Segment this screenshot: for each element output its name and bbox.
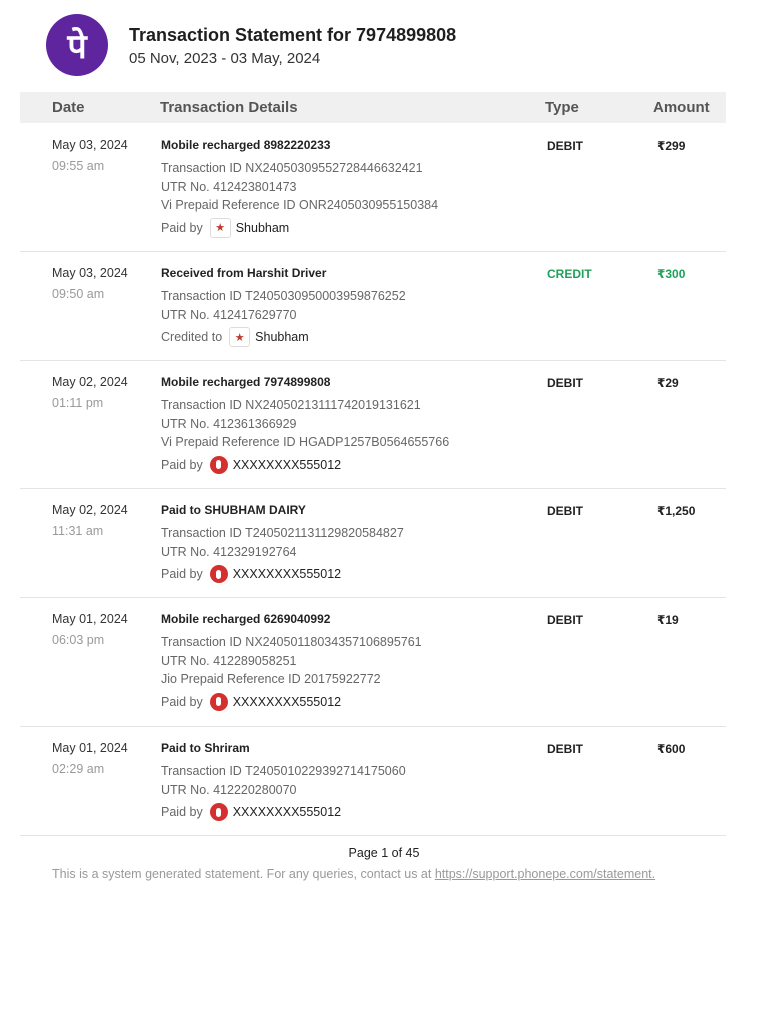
transaction-detail-line: Transaction ID T2405030950003959876252 xyxy=(161,289,406,303)
transaction-title: Mobile recharged 8982220233 xyxy=(161,138,331,152)
transaction-time: 11:31 am xyxy=(52,524,104,538)
transaction-detail-line: Transaction ID NX24050118034357106895761 xyxy=(161,635,422,649)
transaction-party xyxy=(161,802,531,822)
bank-icon xyxy=(210,803,228,821)
bank-icon xyxy=(210,565,228,583)
party-label: Paid by xyxy=(161,567,203,581)
transaction-title: Received from Harshit Driver xyxy=(161,266,327,280)
transaction-amount: ₹299 xyxy=(657,139,686,153)
transaction-date: May 01, 2024 xyxy=(52,741,128,755)
bank-icon xyxy=(210,456,228,474)
column-header-details: Transaction Details xyxy=(160,99,298,116)
transaction-type: DEBIT xyxy=(547,504,583,518)
column-header-type: Type xyxy=(545,99,579,116)
transaction-detail-line: Transaction ID T2405010229392714175060 xyxy=(161,764,406,778)
transaction-amount: ₹1,250 xyxy=(657,504,696,518)
phonepe-logo-icon xyxy=(46,14,108,76)
transaction-details xyxy=(161,266,531,347)
transaction-time: 09:50 am xyxy=(52,287,105,301)
transaction-time: 09:55 am xyxy=(52,159,105,173)
transaction-amount: ₹29 xyxy=(657,376,679,390)
transaction-date: May 03, 2024 xyxy=(52,138,128,152)
party-name: Shubham xyxy=(255,330,309,344)
bank-icon xyxy=(210,693,228,711)
transaction-row xyxy=(20,360,726,489)
transaction-title: Paid to SHUBHAM DAIRY xyxy=(161,503,306,517)
transaction-detail-line: Transaction ID T2405021131129820584827 xyxy=(161,526,404,540)
support-link[interactable]: https://support.phonepe.com/statement. xyxy=(434,867,656,881)
transaction-details xyxy=(161,138,531,238)
transaction-details xyxy=(161,503,531,584)
transaction-details xyxy=(161,612,531,712)
transaction-detail-line: UTR No. 412361366929 xyxy=(161,416,297,431)
transaction-party xyxy=(161,327,531,347)
transaction-detail-line: Jio Prepaid Reference ID 20175922772 xyxy=(161,672,381,686)
party-label: Paid by xyxy=(161,694,203,709)
party-label: Paid by xyxy=(161,220,203,235)
transaction-type: DEBIT xyxy=(547,742,583,756)
statement-title: Transaction Statement for 7974899808 xyxy=(129,25,457,45)
transaction-date: May 01, 2024 xyxy=(52,612,128,626)
party-name: XXXXXXXX555012 xyxy=(232,567,342,581)
transaction-title: Paid to Shriram xyxy=(161,741,250,755)
transaction-party xyxy=(161,218,531,238)
transaction-party xyxy=(161,455,531,475)
transaction-type: CREDIT xyxy=(547,267,592,281)
transaction-amount: ₹600 xyxy=(657,742,686,756)
transaction-detail-line: Transaction ID NX24050309552728446632421 xyxy=(161,161,423,175)
transaction-detail-line: Vi Prepaid Reference ID HGADP1257B0564655766 xyxy=(161,435,450,449)
transaction-date: May 02, 2024 xyxy=(52,375,128,389)
party-name: Shubham xyxy=(235,220,290,235)
transaction-row xyxy=(20,726,726,836)
transaction-title: Mobile recharged 7974899808 xyxy=(161,375,331,389)
transaction-detail-line: UTR No. 412329192764 xyxy=(161,544,297,559)
transaction-date: May 02, 2024 xyxy=(52,503,128,517)
transaction-title: Mobile recharged 6269040992 xyxy=(161,612,331,626)
transaction-detail-line: Vi Prepaid Reference ID ONR2405030955150384 xyxy=(161,198,439,212)
party-label: Paid by xyxy=(161,457,203,472)
transaction-details xyxy=(161,741,531,822)
transaction-row xyxy=(20,597,726,727)
transaction-row xyxy=(20,123,726,252)
transaction-detail-line: Transaction ID NX24050213111742019131621 xyxy=(161,398,421,412)
transaction-amount: ₹19 xyxy=(657,613,679,627)
party-name: XXXXXXXX555012 xyxy=(232,694,342,709)
footer-note-text: This is a system generated statement. For any queries, contact us at xyxy=(52,867,435,881)
transaction-party xyxy=(161,692,531,712)
transaction-time: 02:29 am xyxy=(52,762,105,776)
footer-note xyxy=(52,867,655,881)
transaction-detail-line: UTR No. 412423801473 xyxy=(161,179,297,194)
statement-date-range: 05 Nov, 2023 - 03 May, 2024 xyxy=(129,50,321,67)
transaction-time: 06:03 pm xyxy=(52,633,105,647)
transaction-row xyxy=(20,488,726,598)
party-label: Paid by xyxy=(161,805,203,819)
user-avatar-icon: ★ xyxy=(229,327,250,347)
transaction-row xyxy=(20,251,726,361)
party-name: XXXXXXXX555012 xyxy=(232,805,342,819)
transaction-type: DEBIT xyxy=(547,139,583,153)
party-label: Credited to xyxy=(161,330,223,344)
transaction-detail-line: UTR No. 412417629770 xyxy=(161,307,297,322)
page-indicator: Page 1 of 45 xyxy=(348,846,420,860)
logo-glyph: पे xyxy=(67,27,87,67)
transaction-detail-line: UTR No. 412289058251 xyxy=(161,653,297,668)
table-header xyxy=(20,92,726,123)
transaction-amount: ₹300 xyxy=(657,267,686,281)
transaction-details xyxy=(161,375,531,475)
transaction-party xyxy=(161,564,531,584)
user-avatar-icon: ★ xyxy=(210,218,231,238)
transaction-type: DEBIT xyxy=(547,376,583,390)
column-header-date: Date xyxy=(52,99,85,116)
party-name: XXXXXXXX555012 xyxy=(232,457,342,472)
transaction-type: DEBIT xyxy=(547,613,583,627)
transaction-detail-line: UTR No. 412220280070 xyxy=(161,782,297,797)
transaction-time: 01:11 pm xyxy=(52,396,104,410)
transaction-date: May 03, 2024 xyxy=(52,266,128,280)
column-header-amount: Amount xyxy=(653,99,710,116)
